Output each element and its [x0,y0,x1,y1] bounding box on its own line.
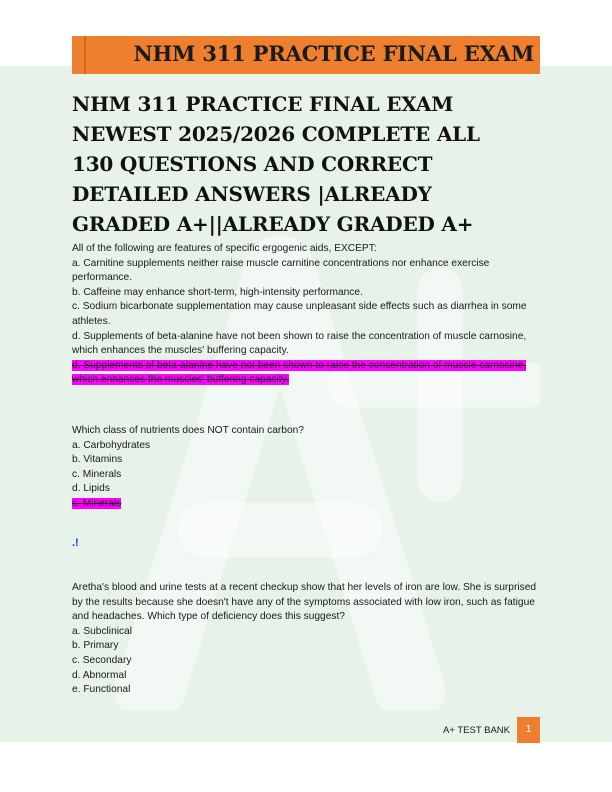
header-title: NHM 311 PRACTICE FINAL EXAM [133,41,534,66]
question-3 [72,581,544,698]
title-line: NEWEST 2025/2026 COMPLETE ALL [72,122,480,146]
header-accent-stripe [84,36,86,74]
answer-option: b. Vitamins [72,454,123,466]
link-mark[interactable]: .! [72,536,79,549]
header-bar [72,36,540,74]
answer-option: b. Primary [72,640,119,652]
answer-option: c. Secondary [72,655,132,667]
title-line: GRADED A+||ALREADY GRADED A+ [72,212,474,236]
question-1 [72,242,544,388]
answer-option: c. Minerals [72,468,122,480]
question-2 [72,424,544,551]
correct-answer-highlight: c. Minerals [72,497,122,509]
title-line: 130 QUESTIONS AND CORRECT [72,152,433,176]
footer-label: A+ TEST BANK [443,725,510,736]
answer-option: c. Sodium bicarbonate supplementation may cause unpleasant side effects such as diarrhea in some athletes. [72,301,527,327]
question-stem: Aretha's blood and urine tests at a recent checkup show that her levels of iron are low. She is surprised by the results because she doesn't have any of the symptoms associated with low iron, such as fatigue and headaches. Which type of deficiency does this suggest? [72,582,537,623]
questions-section [72,242,544,698]
answer-option: a. Carbohydrates [72,439,151,451]
answer-option: d. Lipids [72,483,110,495]
answer-option: a. Carnitine supplements neither raise muscle carnitine concentrations nor enhance exercise performance. [72,257,490,284]
answer-option: e. Functional [72,684,131,696]
correct-answer-highlight: d. Supplements of beta-alanine have not been shown to raise the concentration of muscle carnosine, which enhances the muscles' buffering capacity. [72,359,527,386]
title-line: NHM 311 PRACTICE FINAL EXAM [72,92,454,116]
question-stem: All of the following are features of specific ergogenic aids, EXCEPT: [72,243,377,254]
answer-option: d. Abnormal [72,669,127,681]
page-number: 1 [517,717,540,743]
answer-option: a. Subclinical [72,625,133,637]
answer-option: b. Caffeine may enhance short-term, high-intensity performance. [72,286,363,298]
title-line: DETAILED ANSWERS |ALREADY [72,182,432,206]
question-stem: Which class of nutrients does NOT contain carbon? [72,424,304,436]
document-title [72,89,542,239]
answer-option: d. Supplements of beta-alanine have not been shown to raise the concentration of muscle carnosine, which enhances the muscles' buffering capacity. [72,330,527,357]
